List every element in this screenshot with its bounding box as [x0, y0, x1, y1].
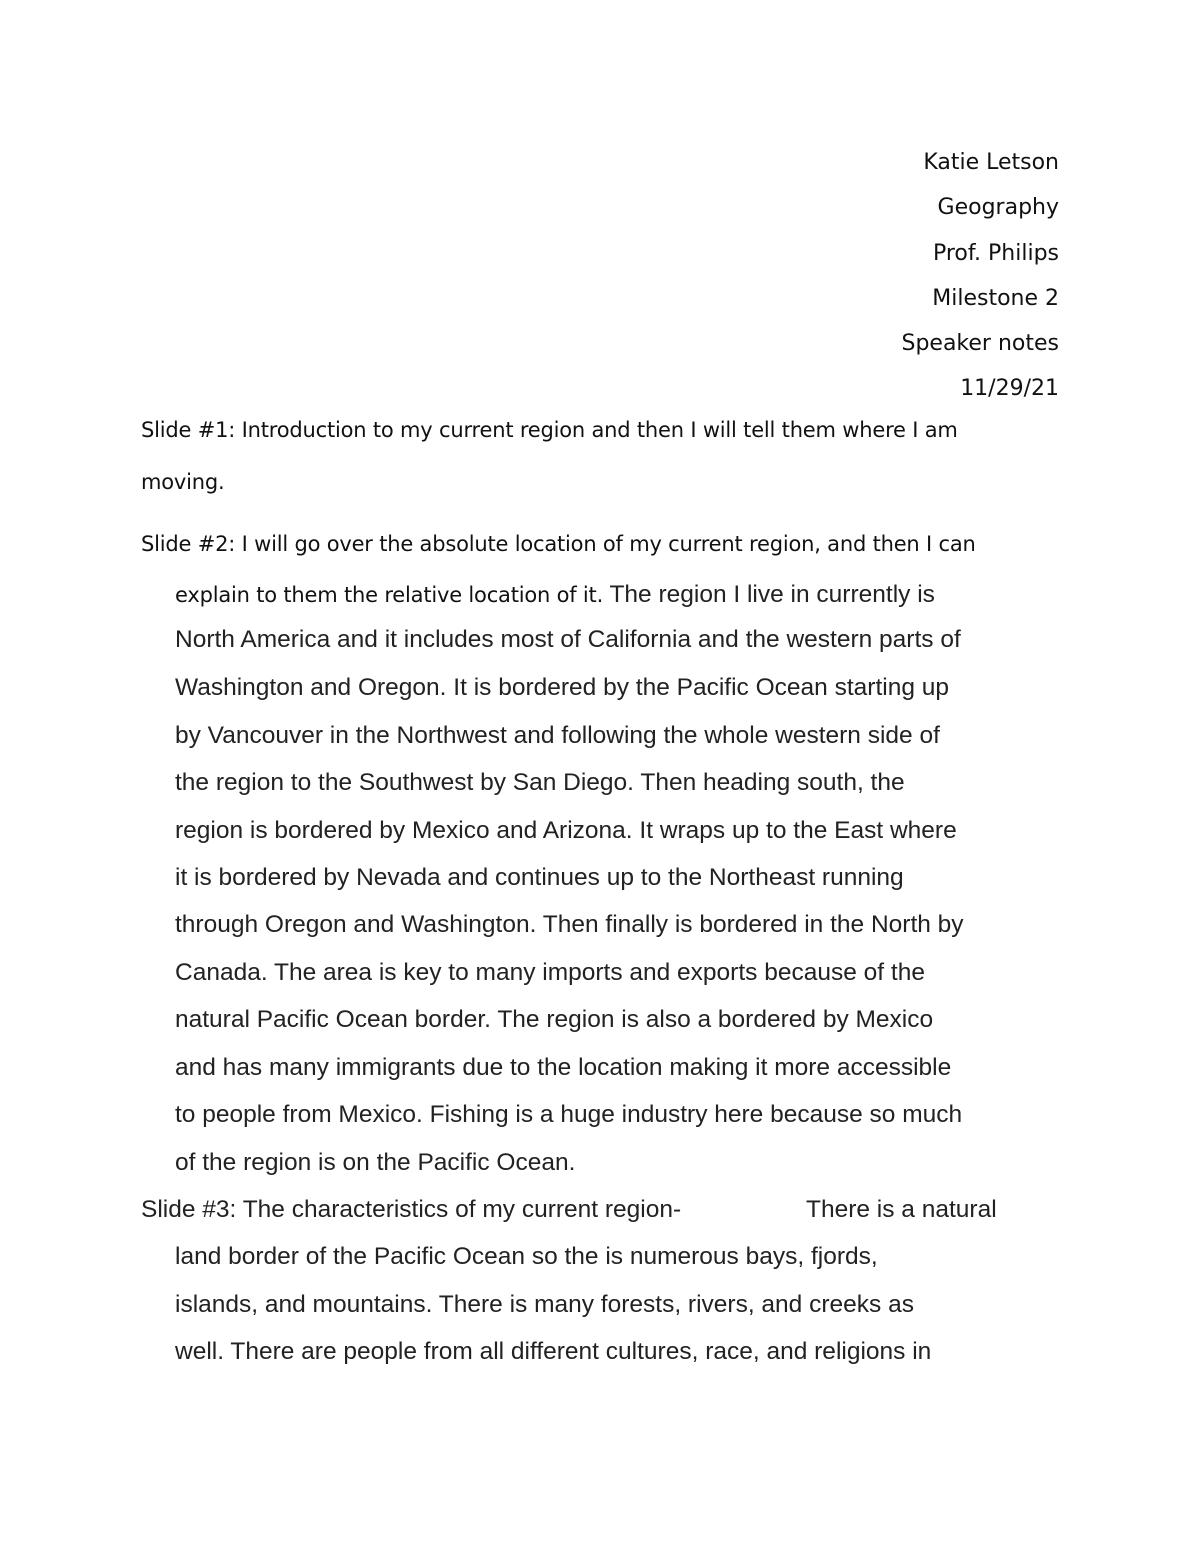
- document-date: 11/29/21: [960, 376, 1059, 402]
- slide2-line-7: region is bordered by Mexico and Arizona. It wraps up to the East where: [175, 817, 957, 844]
- slide3-line-1-part-b: There is a natural: [806, 1196, 997, 1223]
- slide2-line-5: by Vancouver in the Northwest and following the whole western side of: [175, 722, 940, 749]
- author-name: Katie Letson: [923, 150, 1059, 175]
- slide2-line-6: the region to the Southwest by San Diego. Then heading south, the: [175, 769, 905, 796]
- slide2-line-8: it is bordered by Nevada and continues up to the Northeast running: [175, 864, 904, 891]
- slide3-line-2: land border of the Pacific Ocean so the is numerous bays, fjords,: [175, 1243, 878, 1270]
- slide2-line-13: to people from Mexico. Fishing is a huge industry here because so much: [175, 1101, 963, 1128]
- slide1-line-1: Slide #1: Introduction to my current region and then I will tell them where I am: [141, 418, 958, 442]
- slide2-line-4: Washington and Oregon. It is bordered by the Pacific Ocean starting up: [175, 674, 949, 701]
- slide2-line-14: of the region is on the Pacific Ocean.: [175, 1149, 576, 1176]
- slide2-line-11: natural Pacific Ocean border. The region is also a bordered by Mexico: [175, 1006, 934, 1033]
- course-name: Geography: [937, 195, 1059, 221]
- slide2-line-3: North America and it includes most of California and the western parts of: [175, 626, 961, 653]
- slide2-line-10: Canada. The area is key to many imports and exports because of the: [175, 959, 925, 986]
- slide2-line-2-part-a: explain to them the relative location of it.: [175, 583, 604, 607]
- slide1-line-2: moving.: [141, 470, 225, 494]
- header-block: [901, 140, 1059, 412]
- slide2-line-1: Slide #2: I will go over the absolute location of my current region, and then I can: [141, 532, 976, 556]
- slide2-line-9: through Oregon and Washington. Then finally is bordered in the North by: [175, 911, 964, 938]
- slide3-line-4: well. There are people from all different cultures, race, and religions in: [175, 1338, 932, 1365]
- slide2-line-2: [175, 581, 935, 609]
- slide3-line-1-part-a: Slide #3: The characteristics of my current region-: [141, 1196, 682, 1223]
- slide3-line-3: islands, and mountains. There is many forests, rivers, and creeks as: [175, 1291, 914, 1318]
- assignment-name: Milestone 2: [932, 285, 1059, 311]
- slide2-line-12: and has many immigrants due to the location making it more accessible: [175, 1054, 952, 1081]
- document-type: Speaker notes: [901, 331, 1059, 357]
- professor-name: Prof. Philips: [932, 240, 1059, 266]
- slide2-line-2-part-b: The region I live in currently is: [603, 581, 935, 608]
